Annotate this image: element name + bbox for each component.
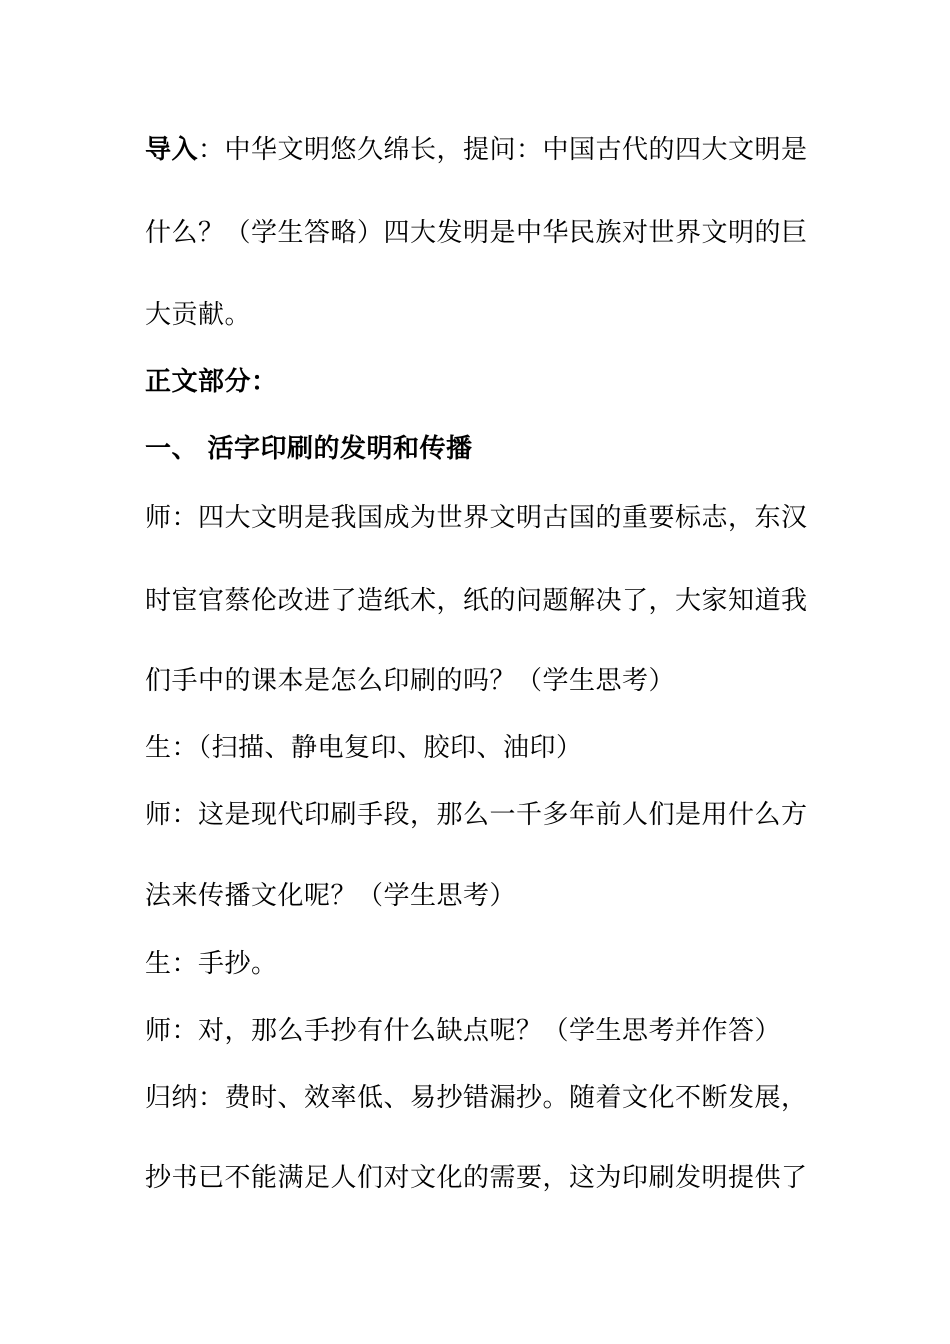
- paragraph-line: 时宦官蔡伦改进了造纸术，纸的问题解决了，大家知道我: [145, 586, 808, 616]
- intro-text-1: ：中华文明悠久绵长，提问：中国古代的四大文明是: [198, 135, 808, 165]
- intro-line-3: 大贡献。: [145, 300, 252, 330]
- paragraph-line: 们手中的课本是怎么印刷的吗？（学生思考）: [145, 666, 676, 696]
- paragraph-line: 师：对，那么手抄有什么缺点呢？（学生思考并作答）: [145, 1016, 782, 1046]
- paragraph-line: 生：（扫描、静电复印、胶印、油印）: [145, 733, 583, 763]
- paragraph-line: 法来传播文化呢？（学生思考）: [145, 881, 517, 911]
- section-heading: 一、 活字印刷的发明和传播: [145, 434, 473, 464]
- body-heading: 正文部分：: [145, 367, 278, 397]
- paragraph-line: 生：手抄。: [145, 949, 278, 979]
- paragraph-line: 抄书已不能满足人们对文化的需要，这为印刷发明提供了: [145, 1163, 808, 1193]
- intro-line-1: [145, 134, 825, 166]
- intro-line-2: 什么？（学生答略）四大发明是中华民族对世界文明的巨: [145, 218, 808, 248]
- paragraph-line: 归纳：费时、效率低、易抄错漏抄。随着文化不断发展，: [145, 1083, 808, 1113]
- paragraph-line: 师：这是现代印刷手段，那么一千多年前人们是用什么方: [145, 800, 808, 830]
- paragraph-line: 师：四大文明是我国成为世界文明古国的重要标志，东汉: [145, 503, 808, 533]
- intro-label: 导入: [145, 135, 199, 165]
